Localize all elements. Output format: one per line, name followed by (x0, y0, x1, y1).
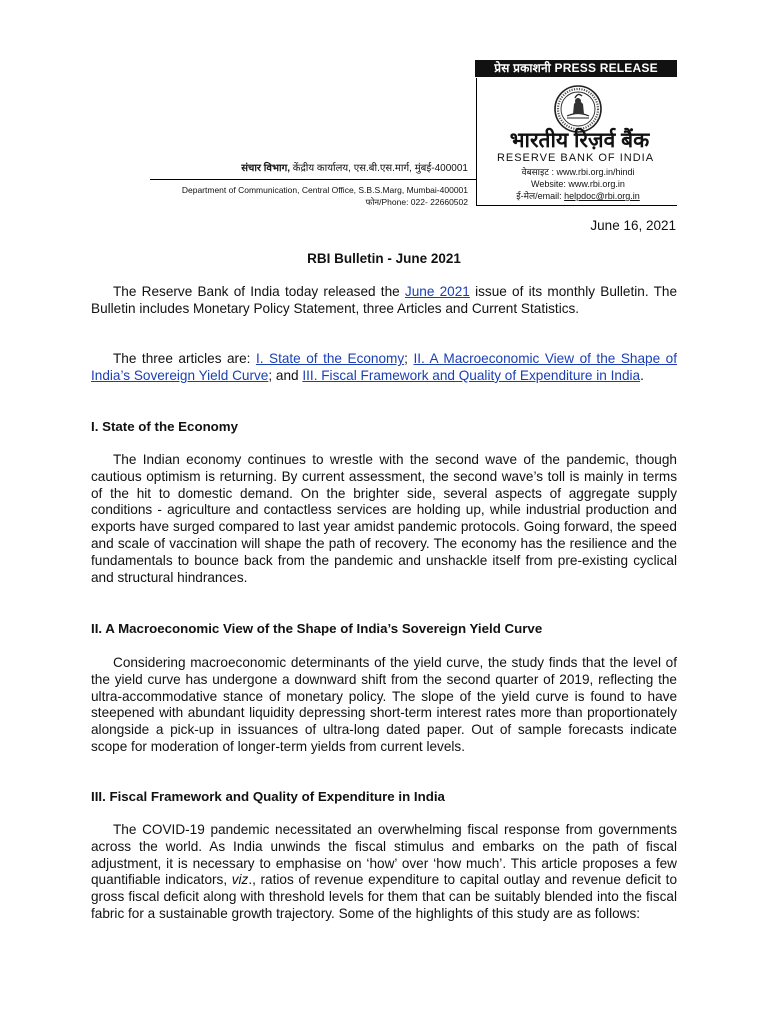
department-english-block (150, 184, 468, 208)
article-2-link[interactable]: II. A Macroeconomic View of the Shape of India’s Sovereign Yield Curve (91, 351, 677, 383)
rbi-name-hindi: भारतीय रिज़र्व बैंक (509, 129, 650, 152)
rbi-name-english: RESERVE BANK OF INDIA (496, 152, 655, 164)
section-1-text: The Indian economy continues to wrestle with the second wave of the pandemic, though cautious optimism is returning. By current assessment, the second wave’s toll is mainly in terms of the hit to domestic demand. On the brighter side, several aspects of aggregate supply conditions - agriculture and contactless services are holding up, while industrial production and exports have surged compared to last year amidst pandemic protocols. Going forward, the speed and scale of vaccination will shape the path of recovery. The economy has the resilience and the fundamentals to bounce back from the pandemic and unshackle itself from pre-existing cyclical and structural hindrances. (91, 452, 677, 585)
intro-text-a: The Reserve Bank of India today released the (113, 284, 405, 299)
email-link[interactable]: helpdoc@rbi.org.in (564, 191, 640, 201)
section-2-text: Considering macroeconomic determinants of the yield curve, the study finds that the level of the yield curve has undergone a downward shift from the second quarter of 2019, reflecting the ultra-accommodative stance of monetary policy. The slope of the yield curve is found to have steepened with abundant liquidity depressing short-term interest rates more than proportionately alongside a pick-up in issuances of ultra-long dated paper. Out of sample forecasts indicate scope for moderation of longer-term yields from current levels. (91, 655, 677, 754)
section-3-text-b: ., ratios of revenue expenditure to capital outlay and revenue deficit to gross fiscal deficit along with threshold levels for them that can be suitably blended into the fiscal fabric for a sustainable growth trajectory. Some of the highlights of this study are as follows: (91, 872, 678, 921)
page-title: RBI Bulletin - June 2021 (307, 251, 461, 266)
section-2-heading: II. A Macroeconomic View of the Shape of India’s Sovereign Yield Curve (91, 621, 543, 636)
articles-paragraph (91, 351, 677, 385)
department-hindi-address: केंद्रीय कार्यालय, एस.बी.एस.मार्ग, मुंबई-400001 (289, 163, 468, 174)
department-hindi-bold: संचार विभाग, (241, 163, 290, 174)
release-date: June 16, 2021 (590, 218, 676, 233)
section-3-text-a: The COVID-19 pandemic necessitated an overwhelming fiscal response from governments across the world. As India unwinds the fiscal stimulus and embarks on the path of fiscal adjustment, it is necessary to emphasise on ‘how’ over ‘how much’. This article proposes a few quantifiable indicators, (91, 822, 677, 888)
articles-end: . (640, 367, 644, 383)
june-2021-link[interactable]: June 2021 (404, 284, 470, 299)
department-hindi (150, 163, 468, 175)
website-row (478, 178, 678, 190)
website-hindi-link[interactable]: www.rbi.org.in/hindi (556, 167, 635, 177)
header-vertical-divider (476, 78, 477, 206)
section-3-heading: III. Fiscal Framework and Quality of Expenditure in India (91, 789, 445, 804)
articles-intro-text: The three articles are: (113, 351, 256, 366)
website-label: Website: (531, 179, 566, 189)
email-row (478, 190, 678, 202)
articles-sep-2: ; and (268, 367, 303, 383)
rbi-seal-icon (553, 84, 603, 134)
header-right-divider (477, 205, 677, 206)
header-horizontal-divider (150, 179, 476, 180)
phone-number: फोन/Phone: 022- 22660502 (365, 197, 468, 207)
website-hindi-row (478, 166, 678, 178)
section-1-heading: I. State of the Economy (91, 419, 239, 434)
department-english: Department of Communication, Central Office, S.B.S.Marg, Mumbai-400001 (181, 185, 468, 195)
website-link[interactable]: www.rbi.org.in (568, 179, 625, 189)
press-release-banner: प्रेस प्रकाशनी PRESS RELEASE (475, 60, 677, 77)
website-hindi-label: वेबसाइट : (521, 167, 554, 177)
articles-sep-1: ; (404, 351, 414, 366)
email-label: ई-मेल/email: (516, 191, 562, 201)
section-3-text (91, 822, 677, 923)
contact-info (478, 166, 678, 202)
section-3-viz: viz (231, 872, 249, 888)
article-1-link[interactable]: I. State of the Economy (255, 351, 405, 366)
intro-text-b: issue of its monthly Bulletin. The Bulletin includes Monetary Policy Statement, three Articles and Current Statistics. (91, 284, 678, 316)
intro-paragraph (91, 284, 677, 318)
article-3-link[interactable]: III. Fiscal Framework and Quality of Expenditure in India (302, 367, 641, 383)
